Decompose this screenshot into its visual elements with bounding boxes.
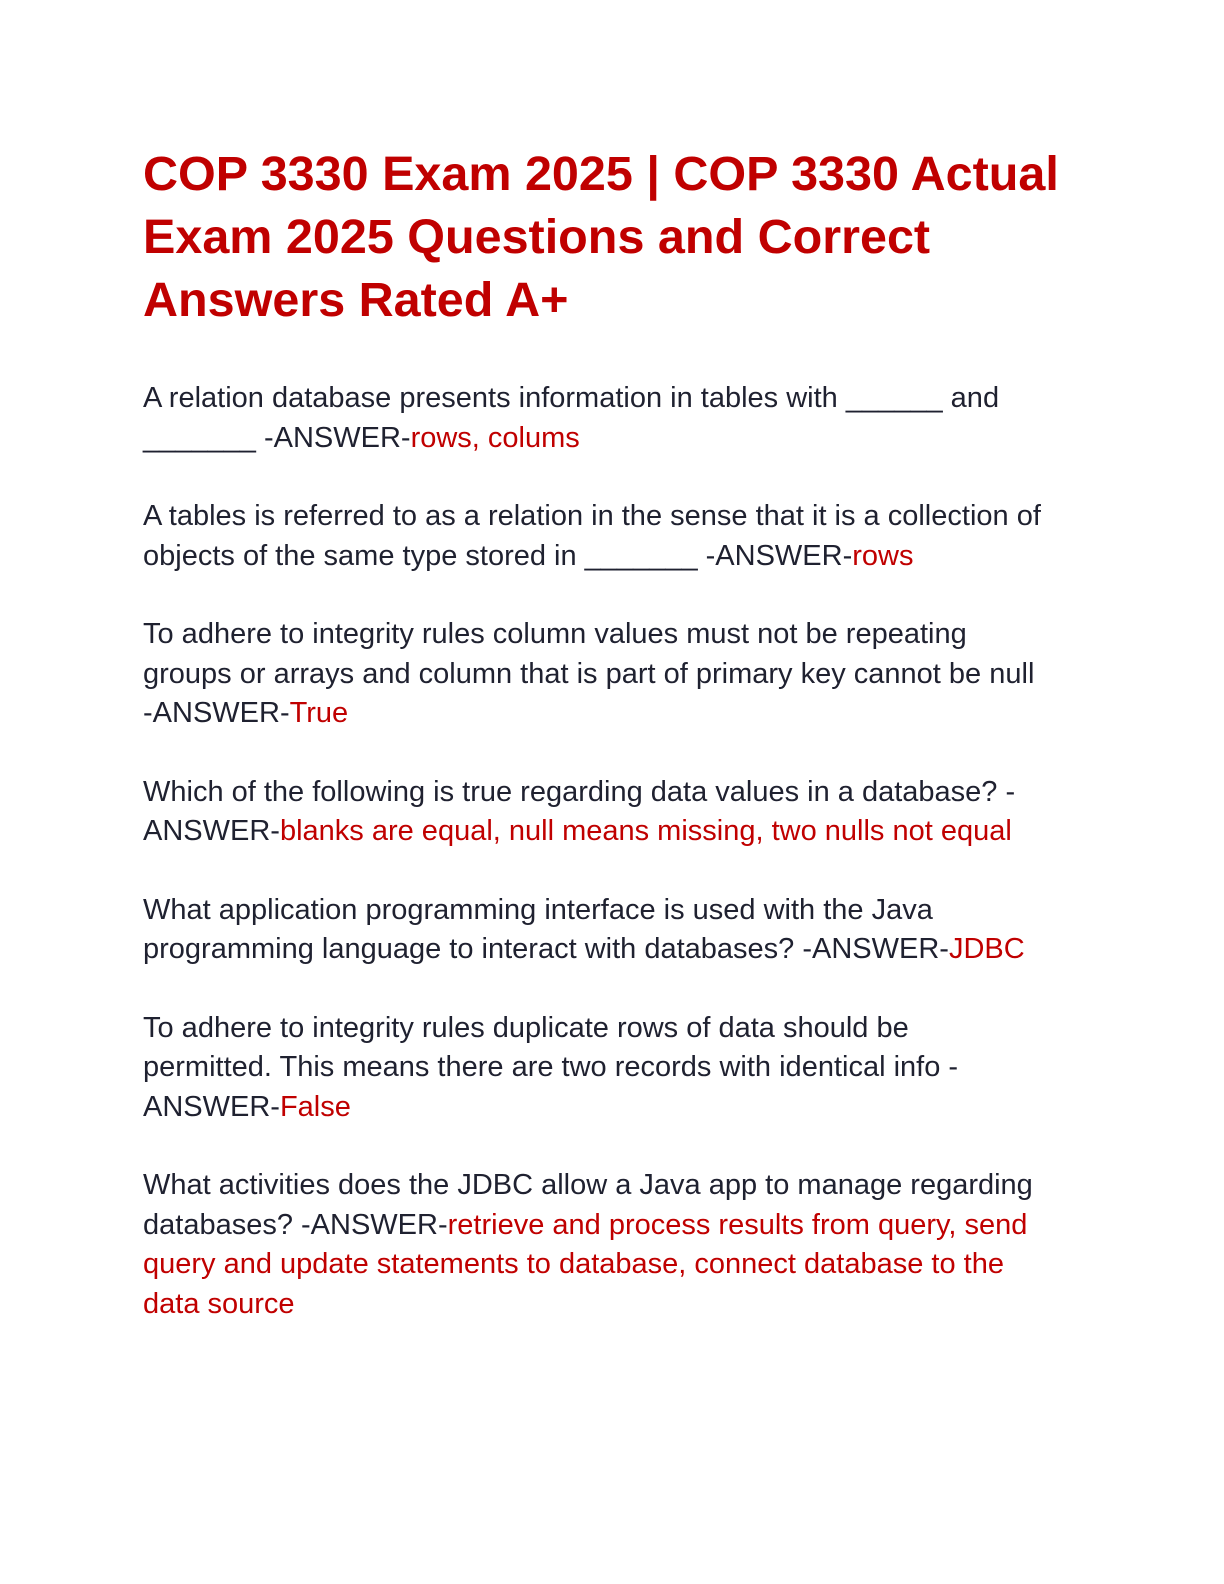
answer-text: JDBC: [948, 933, 1025, 965]
qa-item-1: [143, 379, 1083, 458]
qa-item-2: [143, 497, 1083, 576]
answer-text: blanks are equal, null means missing, two nulls not equal: [279, 815, 1012, 847]
answer-marker: -ANSWER-: [143, 697, 290, 729]
answer-text: retrieve and process results from query, send query and update statements to database, connect database to the data source: [143, 1208, 1028, 1320]
answer-marker: -ANSWER-: [263, 421, 411, 454]
question-text: To adhere to integrity rules duplicate rows of data should be permitted. This means there are two records with identical info -: [143, 1011, 959, 1083]
qa-item-7: [143, 1166, 1083, 1324]
question-text: A relation database presents information in tables with ______ and _______: [143, 382, 1000, 454]
answer-marker: -ANSWER-: [705, 539, 853, 572]
qa-item-6: [143, 1009, 1083, 1128]
question-text: What application programming interface is used with the Java programming language to interact with databases?: [143, 893, 933, 965]
answer-marker: ANSWER-: [143, 1090, 280, 1123]
qa-item-4: [143, 773, 1083, 852]
answer-text: False: [279, 1090, 351, 1123]
question-text: Which of the following is true regarding data values in a database? -: [143, 775, 1016, 808]
answer-text: rows: [852, 539, 914, 572]
qa-item-3: [143, 615, 1083, 734]
question-text: A tables is referred to as a relation in the sense that it is a collection of objects of the same type stored in _______: [143, 500, 1041, 572]
qa-list: [143, 379, 1083, 1324]
answer-marker: -ANSWER-: [802, 933, 949, 965]
document-page: [143, 143, 1083, 1363]
document-title: COP 3330 Exam 2025 | COP 3330 Actual Exam 2025 Questions and Correct Answers Rated A+: [143, 147, 1059, 327]
qa-item-5: [143, 891, 1083, 970]
answer-text: True: [289, 697, 349, 729]
answer-marker: -ANSWER-: [301, 1208, 448, 1241]
question-text: What activities does the JDBC allow a Java app to manage regarding databases?: [143, 1169, 1033, 1241]
answer-text: rows, colums: [410, 421, 580, 454]
answer-marker: ANSWER-: [143, 815, 280, 847]
question-text: To adhere to integrity rules column values must not be repeating groups or arrays and column that is part of primary key cannot be null: [143, 618, 1035, 690]
